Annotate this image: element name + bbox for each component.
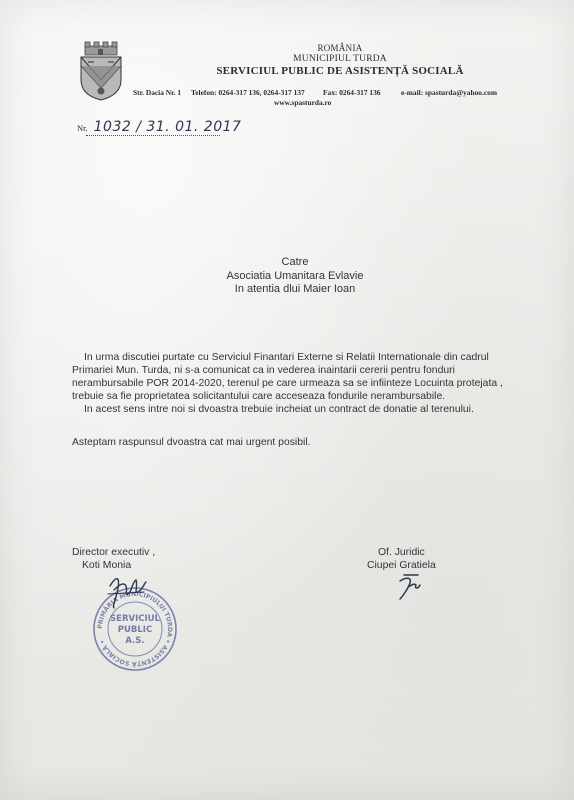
recipient-line-1: Catre: [281, 256, 309, 268]
stamp-line-1: SERVICIUL: [110, 614, 160, 624]
header-service-name: SERVICIUL PUBLIC DE ASISTENȚĂ SOCIALĂ: [216, 65, 464, 77]
signature-block-right: [367, 546, 436, 572]
body-line-1: In urma discutiei purtate cu Serviciul Finantari Externe si Relatii Internationale din cadrul: [84, 352, 489, 363]
handwritten-signature-left: [104, 572, 150, 612]
stamp-outer-text: PRIMĂRIA MUNICIPIULUI TURDA • ASISTENȚĂ SOCIALĂ •: [96, 590, 174, 668]
header-email: e-mail: spasturda@yahoo.com: [401, 88, 497, 97]
closing-sentence: Asteptam raspunsul dvoastra cat mai urgent posibil.: [72, 437, 311, 448]
recipient-line-3: In atentia dlui Maier Ioan: [234, 283, 356, 295]
coat-of-arms-icon: [78, 40, 124, 102]
recipient-block: [150, 256, 440, 297]
registration-number: [77, 118, 241, 136]
header-country: ROMÂNIA: [317, 43, 363, 53]
registration-label: Nr.: [77, 123, 88, 133]
header-street: Str. Dacia Nr. 1: [133, 88, 182, 97]
header-website: www.spasturda.ro: [274, 98, 332, 107]
body-line-2: Primariei Mun. Turda, ni s-a comunicat ca in vederea inaintarii cererii pentru fonduri: [72, 365, 455, 376]
registration-dotted-line: [86, 135, 220, 136]
left-signatory-name: Koti Monia: [82, 560, 132, 571]
stamp-line-3: A.S.: [125, 636, 145, 646]
header-fax: Fax: 0264-317 136: [323, 88, 381, 97]
body-line-3: nerambursabile POR 2014-2020, terenul pe care urmeaza sa se infiinteze Locuinta protejata ,: [72, 378, 503, 389]
left-signatory-title: Director executiv ,: [72, 547, 156, 558]
recipient-line-2: Asociatia Umanitara Evlavie: [226, 269, 364, 282]
body-line-4: trebuie sa fie proprietatea solicitantului care acceseaza fondurile nerambursabile.: [72, 391, 446, 402]
registration-value: 1032 / 31. 01. 2017: [93, 119, 242, 135]
header-phone: Telefon: 0264-317 136, 0264-317 137: [191, 88, 305, 97]
stamp-line-2: PUBLIC: [117, 625, 153, 635]
header-city: MUNICIPIUL TURDA: [293, 54, 387, 64]
body-line-5: In acest sens intre noi si dvoastra trebuie incheiat un contract de donatie al terenului.: [84, 404, 474, 415]
signature-block-left: [72, 546, 155, 572]
letter-body: [72, 351, 522, 416]
right-signatory-title: Of. Juridic: [377, 547, 425, 558]
handwritten-signature-right: [392, 571, 430, 601]
right-signatory-name: Ciupei Gratiela: [367, 560, 436, 571]
